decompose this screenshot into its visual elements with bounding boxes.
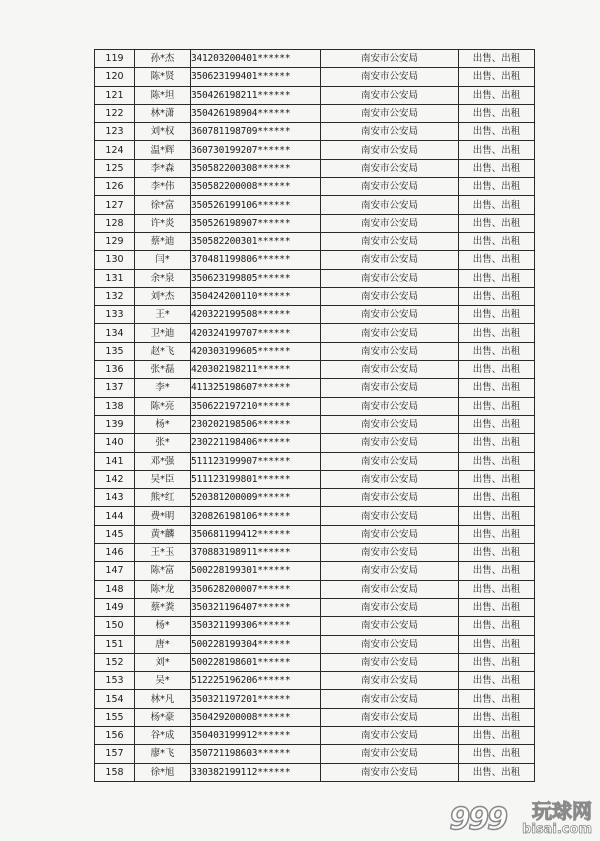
reporting-unit-cell: 南安市公安局: [321, 598, 459, 616]
row-number-cell: 145: [95, 525, 135, 543]
name-cell: 陈*亮: [135, 397, 191, 415]
name-cell: 李*: [135, 379, 191, 397]
table-row: [95, 653, 535, 671]
row-number-cell: 124: [95, 141, 135, 159]
name-cell: 吴*臣: [135, 470, 191, 488]
name-cell: 孙*杰: [135, 50, 191, 68]
table-row: [95, 507, 535, 525]
table-row: [95, 525, 535, 543]
violation-type-cell: 出售、出租: [459, 489, 535, 507]
name-cell: 张*磊: [135, 361, 191, 379]
row-number-cell: 155: [95, 708, 135, 726]
violation-type-cell: 出售、出租: [459, 123, 535, 141]
violation-type-cell: 出售、出租: [459, 726, 535, 744]
name-cell: 邓*强: [135, 452, 191, 470]
table-row: [95, 708, 535, 726]
id-number-cell: 500228199301******: [191, 562, 321, 580]
reporting-unit-cell: 南安市公安局: [321, 653, 459, 671]
reporting-unit-cell: 南安市公安局: [321, 507, 459, 525]
id-number-cell: 350429200008******: [191, 708, 321, 726]
disciplinary-list-table: [94, 49, 535, 782]
id-number-cell: 370481199806******: [191, 251, 321, 269]
id-number-cell: 350526198907******: [191, 214, 321, 232]
row-number-cell: 128: [95, 214, 135, 232]
table-row: [95, 617, 535, 635]
violation-type-cell: 出售、出租: [459, 635, 535, 653]
reporting-unit-cell: 南安市公安局: [321, 470, 459, 488]
table-row: [95, 141, 535, 159]
id-number-cell: 420322199508******: [191, 306, 321, 324]
id-number-cell: 420303199605******: [191, 342, 321, 360]
violation-type-cell: 出售、出租: [459, 379, 535, 397]
row-number-cell: 154: [95, 690, 135, 708]
name-cell: 蔡*粪: [135, 598, 191, 616]
watermark-logo: 999: [449, 802, 506, 837]
site-watermark: [434, 795, 594, 837]
violation-type-cell: 出售、出租: [459, 562, 535, 580]
row-number-cell: 121: [95, 86, 135, 104]
reporting-unit-cell: 南安市公安局: [321, 580, 459, 598]
name-cell: 杨*: [135, 415, 191, 433]
table-row: [95, 269, 535, 287]
violation-type-cell: 出售、出租: [459, 415, 535, 433]
reporting-unit-cell: 南安市公安局: [321, 86, 459, 104]
reporting-unit-cell: 南安市公安局: [321, 635, 459, 653]
reporting-unit-cell: 南安市公安局: [321, 379, 459, 397]
name-cell: 陈*富: [135, 562, 191, 580]
id-number-cell: 350622197210******: [191, 397, 321, 415]
id-number-cell: 350424200110******: [191, 287, 321, 305]
name-cell: 吴*: [135, 672, 191, 690]
row-number-cell: 156: [95, 726, 135, 744]
violation-type-cell: 出售、出租: [459, 397, 535, 415]
row-number-cell: 139: [95, 415, 135, 433]
id-number-cell: 520381200009******: [191, 489, 321, 507]
id-number-cell: 350721198603******: [191, 745, 321, 763]
reporting-unit-cell: 南安市公安局: [321, 342, 459, 360]
table-row: [95, 415, 535, 433]
id-number-cell: 350426198211******: [191, 86, 321, 104]
name-cell: 王*玉: [135, 544, 191, 562]
table-row: [95, 232, 535, 250]
row-number-cell: 125: [95, 159, 135, 177]
violation-type-cell: 出售、出租: [459, 269, 535, 287]
reporting-unit-cell: 南安市公安局: [321, 68, 459, 86]
table-row: [95, 342, 535, 360]
row-number-cell: 133: [95, 306, 135, 324]
violation-type-cell: 出售、出租: [459, 452, 535, 470]
violation-type-cell: 出售、出租: [459, 68, 535, 86]
violation-type-cell: 出售、出租: [459, 653, 535, 671]
reporting-unit-cell: 南安市公安局: [321, 617, 459, 635]
row-number-cell: 158: [95, 763, 135, 781]
reporting-unit-cell: 南安市公安局: [321, 287, 459, 305]
violation-type-cell: 出售、出租: [459, 617, 535, 635]
table-row: [95, 123, 535, 141]
id-number-cell: 350681199412******: [191, 525, 321, 543]
reporting-unit-cell: 南安市公安局: [321, 708, 459, 726]
id-number-cell: 350403199912******: [191, 726, 321, 744]
table-row: [95, 635, 535, 653]
id-number-cell: 511123199907******: [191, 452, 321, 470]
table-row: [95, 397, 535, 415]
id-number-cell: 411325198607******: [191, 379, 321, 397]
name-cell: 李*森: [135, 159, 191, 177]
table-row: [95, 86, 535, 104]
row-number-cell: 138: [95, 397, 135, 415]
name-cell: 徐*旭: [135, 763, 191, 781]
violation-type-cell: 出售、出租: [459, 141, 535, 159]
violation-type-cell: 出售、出租: [459, 434, 535, 452]
name-cell: 徐*富: [135, 196, 191, 214]
row-number-cell: 143: [95, 489, 135, 507]
table-row: [95, 726, 535, 744]
name-cell: 余*泉: [135, 269, 191, 287]
id-number-cell: 330382199112******: [191, 763, 321, 781]
name-cell: 温*辉: [135, 141, 191, 159]
reporting-unit-cell: 南安市公安局: [321, 232, 459, 250]
row-number-cell: 127: [95, 196, 135, 214]
violation-type-cell: 出售、出租: [459, 214, 535, 232]
id-number-cell: 420324199707******: [191, 324, 321, 342]
row-number-cell: 120: [95, 68, 135, 86]
reporting-unit-cell: 南安市公安局: [321, 726, 459, 744]
row-number-cell: 137: [95, 379, 135, 397]
reporting-unit-cell: 南安市公安局: [321, 690, 459, 708]
row-number-cell: 135: [95, 342, 135, 360]
reporting-unit-cell: 南安市公安局: [321, 123, 459, 141]
watermark-site-name: 玩球网: [532, 799, 592, 823]
violation-type-cell: 出售、出租: [459, 507, 535, 525]
violation-type-cell: 出售、出租: [459, 50, 535, 68]
name-cell: 赵*飞: [135, 342, 191, 360]
id-number-cell: 230221198406******: [191, 434, 321, 452]
table-row: [95, 214, 535, 232]
table-row: [95, 324, 535, 342]
name-cell: 陈*贤: [135, 68, 191, 86]
violation-type-cell: 出售、出租: [459, 598, 535, 616]
name-cell: 黄*麟: [135, 525, 191, 543]
id-number-cell: 350321197201******: [191, 690, 321, 708]
violation-type-cell: 出售、出租: [459, 763, 535, 781]
violation-type-cell: 出售、出租: [459, 525, 535, 543]
table-row: [95, 598, 535, 616]
row-number-cell: 151: [95, 635, 135, 653]
reporting-unit-cell: 南安市公安局: [321, 672, 459, 690]
violation-type-cell: 出售、出租: [459, 306, 535, 324]
name-cell: 闫*: [135, 251, 191, 269]
name-cell: 杨*: [135, 617, 191, 635]
table-row: [95, 452, 535, 470]
violation-type-cell: 出售、出租: [459, 324, 535, 342]
reporting-unit-cell: 南安市公安局: [321, 544, 459, 562]
violation-type-cell: 出售、出租: [459, 251, 535, 269]
table-row: [95, 470, 535, 488]
violation-type-cell: 出售、出租: [459, 672, 535, 690]
name-cell: 张*: [135, 434, 191, 452]
table-row: [95, 379, 535, 397]
id-number-cell: 370883198911******: [191, 544, 321, 562]
id-number-cell: 350623199805******: [191, 269, 321, 287]
id-number-cell: 350582200008******: [191, 178, 321, 196]
row-number-cell: 146: [95, 544, 135, 562]
name-cell: 陈*龙: [135, 580, 191, 598]
reporting-unit-cell: 南安市公安局: [321, 269, 459, 287]
watermark-site-url: bisai.com: [522, 822, 592, 837]
table-row: [95, 434, 535, 452]
violation-type-cell: 出售、出租: [459, 342, 535, 360]
name-cell: 唐*: [135, 635, 191, 653]
table-body: [95, 50, 535, 782]
reporting-unit-cell: 南安市公安局: [321, 361, 459, 379]
name-cell: 刘*: [135, 653, 191, 671]
name-cell: 王*: [135, 306, 191, 324]
table-row: [95, 544, 535, 562]
id-number-cell: 350628200007******: [191, 580, 321, 598]
violation-type-cell: 出售、出租: [459, 580, 535, 598]
reporting-unit-cell: 南安市公安局: [321, 525, 459, 543]
table-row: [95, 50, 535, 68]
reporting-unit-cell: 南安市公安局: [321, 745, 459, 763]
id-number-cell: 350582200308******: [191, 159, 321, 177]
violation-type-cell: 出售、出租: [459, 544, 535, 562]
reporting-unit-cell: 南安市公安局: [321, 562, 459, 580]
table-row: [95, 104, 535, 122]
row-number-cell: 131: [95, 269, 135, 287]
name-cell: 杨*豪: [135, 708, 191, 726]
name-cell: 费*明: [135, 507, 191, 525]
row-number-cell: 144: [95, 507, 135, 525]
id-number-cell: 350623199401******: [191, 68, 321, 86]
id-number-cell: 350321199306******: [191, 617, 321, 635]
id-number-cell: 511123199801******: [191, 470, 321, 488]
row-number-cell: 149: [95, 598, 135, 616]
table-row: [95, 68, 535, 86]
row-number-cell: 142: [95, 470, 135, 488]
table-row: [95, 306, 535, 324]
id-number-cell: 500228199304******: [191, 635, 321, 653]
name-cell: 刘*权: [135, 123, 191, 141]
violation-type-cell: 出售、出租: [459, 470, 535, 488]
id-number-cell: 360730199207******: [191, 141, 321, 159]
violation-type-cell: 出售、出租: [459, 361, 535, 379]
id-number-cell: 350582200301******: [191, 232, 321, 250]
row-number-cell: 157: [95, 745, 135, 763]
table-row: [95, 251, 535, 269]
violation-type-cell: 出售、出租: [459, 690, 535, 708]
reporting-unit-cell: 南安市公安局: [321, 452, 459, 470]
violation-type-cell: 出售、出租: [459, 104, 535, 122]
violation-type-cell: 出售、出租: [459, 232, 535, 250]
id-number-cell: 320826198106******: [191, 507, 321, 525]
row-number-cell: 150: [95, 617, 135, 635]
table-row: [95, 745, 535, 763]
row-number-cell: 147: [95, 562, 135, 580]
row-number-cell: 141: [95, 452, 135, 470]
name-cell: 林*凡: [135, 690, 191, 708]
table-row: [95, 672, 535, 690]
reporting-unit-cell: 南安市公安局: [321, 251, 459, 269]
name-cell: 卫*迪: [135, 324, 191, 342]
table-row: [95, 580, 535, 598]
violation-type-cell: 出售、出租: [459, 745, 535, 763]
reporting-unit-cell: 南安市公安局: [321, 489, 459, 507]
reporting-unit-cell: 南安市公安局: [321, 763, 459, 781]
id-number-cell: 341203200401******: [191, 50, 321, 68]
reporting-unit-cell: 南安市公安局: [321, 50, 459, 68]
reporting-unit-cell: 南安市公安局: [321, 306, 459, 324]
name-cell: 刘*杰: [135, 287, 191, 305]
row-number-cell: 126: [95, 178, 135, 196]
row-number-cell: 122: [95, 104, 135, 122]
name-cell: 熊*红: [135, 489, 191, 507]
table-row: [95, 361, 535, 379]
table-row: [95, 159, 535, 177]
name-cell: 蔡*迪: [135, 232, 191, 250]
row-number-cell: 129: [95, 232, 135, 250]
name-cell: 陈*坦: [135, 86, 191, 104]
id-number-cell: 512225196206******: [191, 672, 321, 690]
table-row: [95, 763, 535, 781]
reporting-unit-cell: 南安市公安局: [321, 104, 459, 122]
table-row: [95, 287, 535, 305]
id-number-cell: 500228198601******: [191, 653, 321, 671]
violation-type-cell: 出售、出租: [459, 287, 535, 305]
row-number-cell: 134: [95, 324, 135, 342]
row-number-cell: 148: [95, 580, 135, 598]
row-number-cell: 152: [95, 653, 135, 671]
id-number-cell: 420302198211******: [191, 361, 321, 379]
name-cell: 林*潇: [135, 104, 191, 122]
reporting-unit-cell: 南安市公安局: [321, 397, 459, 415]
reporting-unit-cell: 南安市公安局: [321, 214, 459, 232]
name-cell: 许*炎: [135, 214, 191, 232]
id-number-cell: 350526199106******: [191, 196, 321, 214]
reporting-unit-cell: 南安市公安局: [321, 415, 459, 433]
table-row: [95, 178, 535, 196]
reporting-unit-cell: 南安市公安局: [321, 159, 459, 177]
id-number-cell: 360781198709******: [191, 123, 321, 141]
violation-type-cell: 出售、出租: [459, 159, 535, 177]
name-cell: 李*伟: [135, 178, 191, 196]
id-number-cell: 350426198904******: [191, 104, 321, 122]
reporting-unit-cell: 南安市公安局: [321, 178, 459, 196]
name-cell: 谷*成: [135, 726, 191, 744]
table-row: [95, 489, 535, 507]
id-number-cell: 230202198506******: [191, 415, 321, 433]
row-number-cell: 119: [95, 50, 135, 68]
table-row: [95, 562, 535, 580]
name-cell: 廖*飞: [135, 745, 191, 763]
row-number-cell: 130: [95, 251, 135, 269]
table-row: [95, 196, 535, 214]
violation-type-cell: 出售、出租: [459, 178, 535, 196]
reporting-unit-cell: 南安市公安局: [321, 196, 459, 214]
violation-type-cell: 出售、出租: [459, 196, 535, 214]
row-number-cell: 153: [95, 672, 135, 690]
row-number-cell: 132: [95, 287, 135, 305]
row-number-cell: 140: [95, 434, 135, 452]
id-number-cell: 350321196407******: [191, 598, 321, 616]
table-row: [95, 690, 535, 708]
row-number-cell: 136: [95, 361, 135, 379]
reporting-unit-cell: 南安市公安局: [321, 141, 459, 159]
violation-type-cell: 出售、出租: [459, 708, 535, 726]
reporting-unit-cell: 南安市公安局: [321, 434, 459, 452]
row-number-cell: 123: [95, 123, 135, 141]
reporting-unit-cell: 南安市公安局: [321, 324, 459, 342]
violation-type-cell: 出售、出租: [459, 86, 535, 104]
